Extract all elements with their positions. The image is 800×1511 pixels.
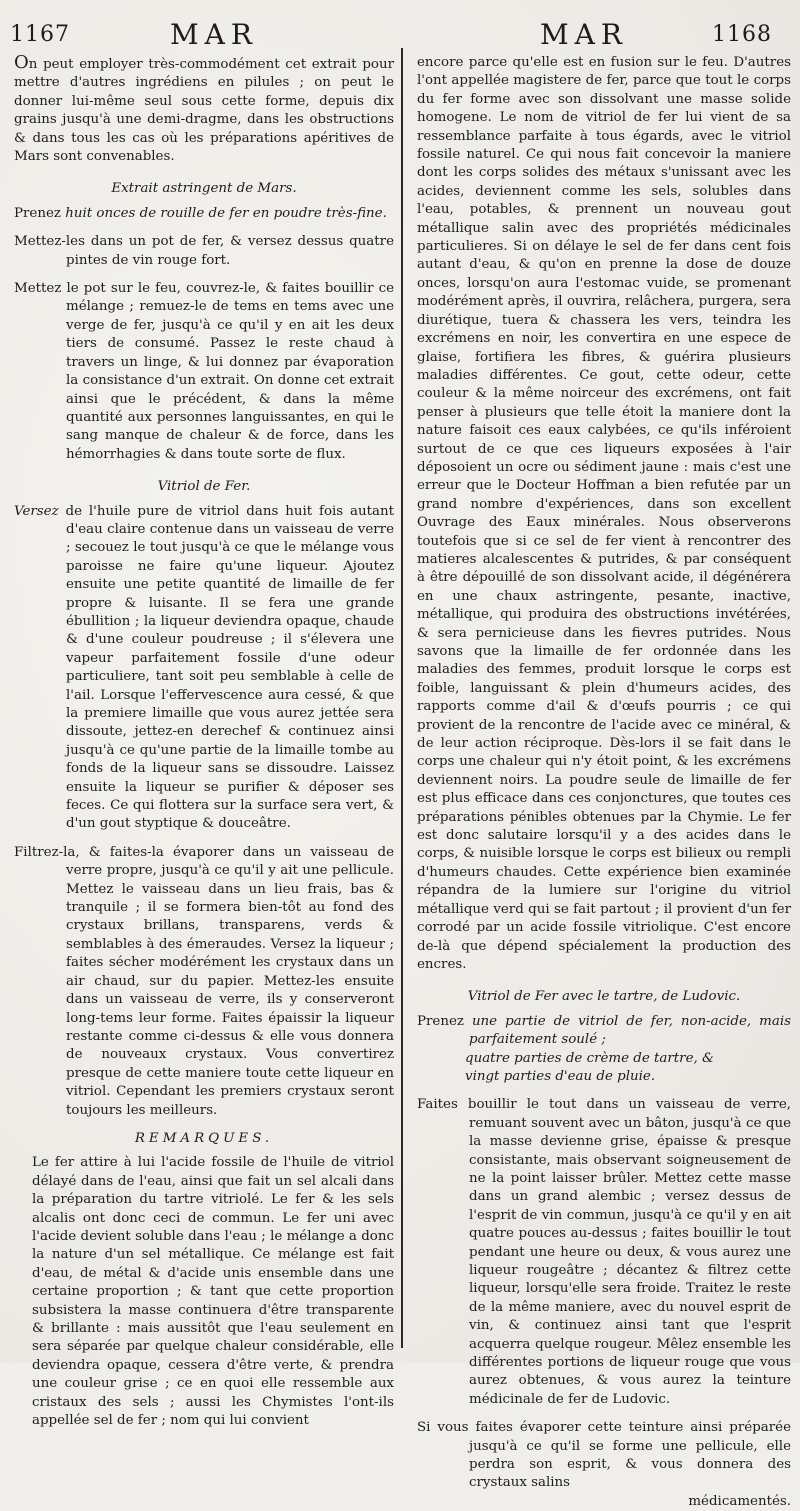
- recipe-line: vingt parties d'eau de pluie.: [465, 1068, 656, 1084]
- running-head-left: MAR: [170, 18, 258, 51]
- paragraph-text: n peut employer très-commodément cet extrait pour mettre d'autres ingrédiens en pilules ; on peut le donner lui-même seul sous cette forme, depuis dix grains jusqu'à une demi-dragme, dans les obstructions & dans tous les cas où les préparations apéritives de Mars sont convenables.: [14, 57, 394, 165]
- left-column: [14, 54, 394, 1430]
- paragraph: Si vous faites évaporer cette teinture ainsi préparée jusqu'à ce qu'il se forme une pellicule, elle perdra son esprit, & vous donnera des crystaux salins: [417, 1420, 791, 1491]
- paragraph: Mettez le pot sur le feu, couvrez-le, & faites bouillir ce mélange ; remuez-le de tems en tems avec une verge de fer, jusqu'à ce qu'il y en ait les deux tiers de consumé. Passez le reste chaud à travers un linge, & lui donnez par évaporation la consistance d'un extrait. On donne cet extrait ainsi que le précédent, & dans la même quantité aux personnes languissantes, en qui le sang manque de chaleur & de force, dans les hémorrhagies & dans toute sorte de flux.: [14, 281, 394, 462]
- paragraph-text: de l'huile pure de vitriol dans huit fois autant d'eau claire contenue dans un vaisseau de verre ; secouez le tout jusqu'à ce que le mélange vous paroisse ne faire qu'une liqueur. Ajoutez ensuite une petite quantité de limaille de fer propre & luisante. Il se fera une grande ébullition ; la liqueur deviendra opaque, chaude & d'une couleur poudreuse ; il s'élevera une vapeur parfaitement fossile d'une odeur particuliere, tant soit peu semblable à celle de l'ail. Lorsque l'effervescence aura cessé, & que la premiere limaille que vous aurez jettée sera dissoute, jettez-en derechef & continuez ainsi jusqu'à ce qu'une partie de la limaille tombe au fonds de la liqueur sans se dissoudre. Laissez ensuite la liqueur se purifier & déposer ses feces. Ce qui flottera sur la surface sera vert, & d'un gout styptique & douceâtre.: [65, 503, 394, 832]
- right-column: [417, 54, 791, 1511]
- section-heading: Vitriol de Fer.: [157, 479, 251, 495]
- recipe-lead: Versez: [14, 503, 59, 519]
- paragraph: encore parce qu'elle est en fusion sur le feu. D'autres l'ont appellée magistere de fer, parce que tout le corps du fer forme avec son dissolvant une masse solide homogene. Le nom de vitriol de fer lui vient de sa ressemblance parfaite à tous égards, avec le vitriol fossile naturel. Ce qui nous fait concevoir la maniere dont les corps solides des métaux s'unissant avec les acides, deviennent comme les sels, solubles dans l'eau, potables, & prennent un nouveau gout métallique salin avec des propriétés médicinales particulieres. Si on délaye le sel de fer dans cent fois autant d'eau, & qu'on en prenne la dose de douze onces, lorsqu'on aura l'estomac vuide, se promenant modérément après, il ouvrira, relâchera, purgera, sera diurétique, tuera & chassera les vers, teindra les excrémens en noir, les convertira en une espece de glaise, fortifiera les fibres, & guérira plusieurs maladies différentes. Ce gout, cette odeur, cette couleur & la même noirceur des excrémens, ont fait penser à plusieurs que telle étoit la maniere dont la nature faisoit ces eaux calybées, ce qu'ils inféroient surtout de ce que ces liqueurs exposées à l'air déposoient un ocre ou sédiment jaune : mais c'est une erreur que le Docteur Hoffman a bien refutée par un grand nombre d'expériences, dans son excellent Ouvrage des Eaux minérales. Nous observerons toutefois que si ce sel de fer vient à rencontrer des matieres alcalescentes & putrides, & par conséquent à être dépouillé de son dissolvant acide, il dégénérera en une chaux astringente, pesante, inactive, métallique, qui produira des obstructions invétérées, & sera pernicieuse dans les fievres putrides. Nous savons que la limaille de fer ordonnée dans les maladies des femmes, produit lorsque le corps est foible, languissant & plein d'humeurs acides, des rapports comme d'ail & d'œufs pourris ; ce qui provient de la rencontre de l'acide avec ce minéral, & de leur action réciproque. Dès-lors il se fait dans le corps une chaleur qui n'y étoit point, & les excrémens deviennent noirs. La poudre seule de limaille de fer est plus efficace dans ces conjonctures, que toutes ces préparations pénibles obtenues par la Chymie. Le fer est donc salutaire lorsqu'il y a des acides dans le corps, & nuisible lorsque le corps est bilieux ou rempli d'humeurs chaudes. Cette expérience bien examinée répandra de la lumiere sur l'origine du vitriol métallique verd qui se fait partout ; il provient d'un fer corrodé par un acide fossile vitriolique. C'est encore de-là que dépend spécialement la production des encres.: [417, 55, 791, 972]
- recipe-line: quatre parties de crème de tartre, &: [465, 1050, 714, 1066]
- catchword: médicamentés.: [688, 1493, 791, 1509]
- drop-initial: O: [14, 52, 29, 73]
- page-number-left: 1167: [10, 22, 70, 47]
- remarks-heading: REMARQUES.: [134, 1130, 274, 1146]
- recipe-lead: Prenez: [14, 205, 61, 221]
- section-heading: Vitriol de Fer avec le tartre, de Ludovic.: [467, 989, 741, 1005]
- section-heading: Extrait astringent de Mars.: [111, 181, 297, 197]
- running-head-right: MAR: [540, 18, 628, 51]
- recipe-line: [417, 1013, 791, 1050]
- page-number-right: 1168: [712, 22, 772, 47]
- paragraph: Le fer attire à lui l'acide fossile de l'huile de vitriol délayé dans de l'eau, ainsi que fait un sel alcali dans la préparation du tartre vitriolé. Le fer & les sels alcalis ont donc ceci de commun. Le fer uni avec l'acide devient soluble dans l'eau ; le mélange a donc la nature d'un sel métallique. Ce mélange est fait d'eau, de métal & d'acide unis ensemble dans une certaine proportion ; & tant que cette proportion subsistera la masse continuera d'être transparente & brillante : mais aussitôt que l'eau seulement en sera séparée par quelque chaleur considérable, elle deviendra opaque, cessera d'être verte, & prendra une couleur grise ; ce en quoi elle ressemble aux cristaux des sels ; aussi les Chymistes l'ont-ils appellée sel de fer ; nom qui lui convient: [32, 1155, 394, 1429]
- paragraph: Faites bouillir le tout dans un vaisseau de verre, remuant souvent avec un bâton, jusqu'à ce que la masse devienne grise, épaisse & presque consistante, mais observant soigneusement de ne la point laisser brûler. Mettez cette masse dans un grand alembic ; versez dessus de l'esprit de vin commun, jusqu'à ce qu'il y en ait quatre pouces au-dessus ; faites bouillir le tout pendant une heure ou deux, & vous aurez une liqueur rougeâtre ; décantez & filtrez cette liqueur, lorsqu'elle sera froide. Traitez le reste de la même maniere, avec du nouvel esprit de vin, & continuez ainsi tant que l'esprit acquerra quelque rougeur. Mêlez ensemble les différentes portions de liqueur rouge que vous aurez obtenues, & vous aurez la teinture médicinale de fer de Ludovic.: [417, 1097, 791, 1407]
- recipe-lead: Prenez: [417, 1013, 464, 1029]
- paragraph: Filtrez-la, & faites-la évaporer dans un vaisseau de verre propre, jusqu'à ce qu'il y ait une pellicule. Mettez le vaisseau dans un lieu frais, bas & tranquile ; il se formera bien-tôt au fond des crystaux brillans, transparens, verds & semblables à des émeraudes. Versez la liqueur ; faites sécher modérément les crystaux dans un air chaud, sur du papier. Mettez-les ensuite dans un vaisseau de verre, ils y conserveront long-tems leur forme. Faites épaissir la liqueur restante comme ci-dessus & elle vous donnera de nouveaux crystaux. Vous convertirez presque de cette maniere toute cette liqueur en vitriol. Cependant les premiers crystaux seront toujours les meilleurs.: [14, 844, 394, 1118]
- paragraph: [14, 54, 394, 166]
- recipe-text: huit onces de rouille de fer en poudre très-fine.: [65, 205, 387, 221]
- recipe-text: une partie de vitriol de fer, non-acide, mais parfaitement soulé ;: [469, 1013, 791, 1048]
- column-divider: [401, 48, 403, 1348]
- paragraph: [14, 503, 394, 834]
- recipe-line: [14, 205, 394, 223]
- paragraph: Mettez-les dans un pot de fer, & versez dessus quatre pintes de vin rouge fort.: [14, 234, 394, 268]
